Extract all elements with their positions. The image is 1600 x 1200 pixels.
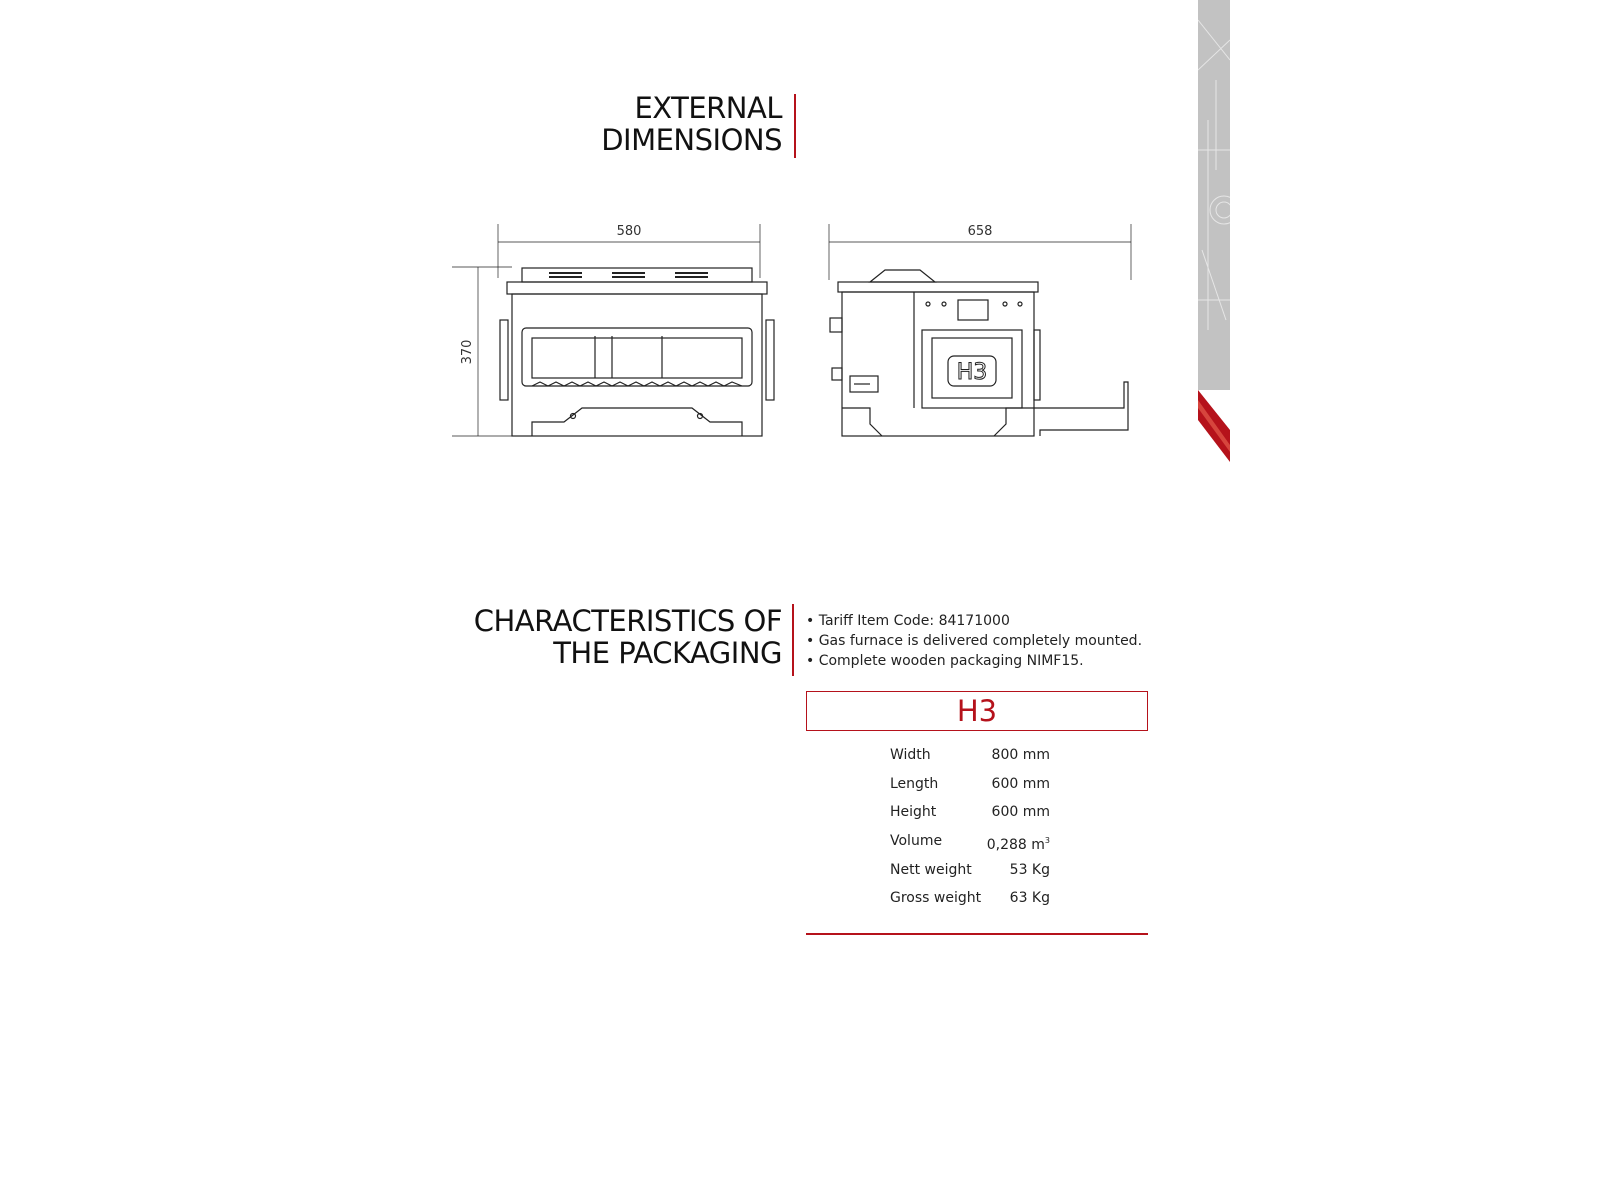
spec-label: Volume (890, 833, 943, 850)
packaging-title (474, 605, 782, 669)
specs-bottom-rule (806, 933, 1148, 935)
spec-row (890, 888, 1050, 917)
front-width-label: 580 (616, 224, 642, 239)
bullet-item: • Tariff Item Code: 84171000 (806, 613, 1010, 629)
h3-logo: H3 (956, 360, 988, 385)
spec-value-text: 0,288 m (986, 837, 1045, 854)
bullet-item: • Complete wooden packaging NIMF15. (806, 653, 1084, 669)
spec-label: Length (890, 775, 939, 792)
bullet-item: • Gas furnace is delivered completely mounted. (806, 633, 1143, 649)
model-name: H3 (956, 694, 998, 728)
front-view-drawing (452, 218, 782, 444)
spec-value-superscript: 3 (1044, 836, 1050, 846)
spec-label: Nett weight (890, 861, 972, 878)
spec-row (890, 860, 1050, 889)
side-length-label: 658 (967, 224, 993, 239)
spec-label: Gross weight (890, 890, 982, 907)
spec-value: 600 mm (991, 775, 1050, 792)
spec-row (890, 745, 1050, 774)
spec-value: 63 Kg (1009, 890, 1050, 907)
spec-row (890, 831, 1050, 860)
decorative-side-strip (1198, 0, 1230, 462)
title-accent-bar (794, 94, 796, 158)
packaging-title-line-1: CHARACTERISTICS OF (473, 604, 782, 638)
side-view-drawing (820, 218, 1140, 444)
packaging-specs-table (890, 745, 1050, 917)
spec-label: Width (890, 747, 931, 763)
spec-value: 600 mm (991, 804, 1050, 821)
spec-row (890, 774, 1050, 803)
packaging-accent-bar (792, 604, 794, 676)
spec-value: 53 Kg (1009, 861, 1050, 878)
front-height-label: 370 (460, 339, 475, 365)
model-name-box (806, 691, 1148, 731)
external-dimensions-title (601, 92, 782, 156)
spec-label: Height (890, 804, 937, 821)
spec-value (987, 831, 1050, 855)
title-line-1: EXTERNAL (634, 91, 782, 125)
spec-value: 800 mm (991, 747, 1050, 763)
packaging-title-line-2: THE PACKAGING (553, 636, 782, 670)
title-line-2: DIMENSIONS (601, 123, 782, 157)
packaging-bullets (806, 611, 1142, 671)
spec-row (890, 802, 1050, 831)
